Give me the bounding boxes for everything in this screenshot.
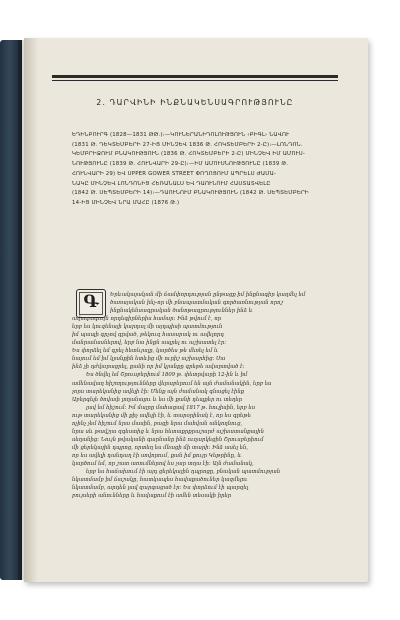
body-line: Ես ծնվել եմ Շրուսբերիում 1809 թ. փետրվարի 12-ին և իմ <box>86 372 248 379</box>
body-line: նրա սև թավշյա զգեստից և նրա հետաքրքրաշարժ աշխատանքային <box>72 428 264 435</box>
body-line: իմ պապի գրչով գրված, թեկուզ հասարակ ու ավելորդ <box>72 332 225 339</box>
body-line: ութ տարեկանից մի քիչ ավելի էի, և տարօրինակ է, որ ես գրեթե <box>72 412 251 419</box>
body-line: ինքնակենսագրական ծանոթագրություններ ինձ և <box>110 308 253 315</box>
summary-line: ՆՈՒԹՅՈՒՆԸ (1839 Թ. ՀՈՒՆՎԱՐԻ 29-Ը)։—ԻՄ ԱՄՈՒՍՆՈՒԹՅՈՒՆԸ (1839 Թ. <box>72 161 289 168</box>
body-line: ոչինչ չեմ հիշում նրա մասին, բացի նրա մահվան անկողնուց, <box>72 420 243 427</box>
body-line: մանրամասներով, երբ նա ինքն ապրել ու աշխատել էր։ <box>72 340 227 347</box>
body-line: լավ եմ հիշում։ Իմ մայրը մահացավ 1817 թ. հուլիսին, երբ ես <box>86 404 256 411</box>
body-line: մի ցերեկային դպրոց, որտեղ ես մնացի մի տարի։ Ինձ ասել են, <box>72 444 249 451</box>
summary-line: (1842 Թ. ՍԵՊՏԵՄԲԵՐԻ 14)։—ԴԱՈՒՆՈՒՄ ԲՆԱԿՈՒԹՅՈՒՆ (1842 Թ. ՍԵՊՏԵՄԲԵՐԻ <box>72 190 309 197</box>
body-line: ամենավաղ հիշողությունները վերաբերում են այն ժամանակին, երբ ես <box>72 380 272 387</box>
body-line: նկատմամբ, արդեն լավ զարգացած էր։ Ես փորձում էի պարզել <box>72 485 249 492</box>
chapter-title: 2. ԴԱՐՎԻՆԻ ԻՆՔՆԱԿԵՆՍԱԳՐՈՒԹՅՈՒՆԸ <box>96 98 294 107</box>
body-line: նկատմամբ իմ ճաշակը, հատկապես հավաքածուներ կազմելու <box>72 477 248 484</box>
header-rule-thick <box>52 75 338 78</box>
chapter-summary <box>72 131 320 209</box>
body-line: սեղանից։ Նույն թվականի գարնանը ինձ ուղարկեցին Շրուսբերիում <box>72 436 264 443</box>
body-line: Երևակայական մի ճամփորդության ընթացք իմ ինքնագիր կազմել եմ <box>110 292 306 298</box>
chapter-body-text <box>72 291 364 500</box>
body-line: նայում եմ իմ կյանքին ետևից մի ուրիշ աշխարհից։ Սա <box>72 356 226 363</box>
body-line: ավագագույն որդեգիրներիս համար։ Ինձ թվում է, որ <box>72 316 222 323</box>
book-page <box>24 38 368 582</box>
summary-line: ՀՈՒՆՎԱՐԻ 29) ԵՎ UPPER GOWER STREET ՓՈՂՈՑՈՒՄ ԱՊՐԵԼՍ ԺԱՄԱ- <box>72 170 277 177</box>
body-line: երբ ես կուզենայի կարդալ մի այդպիսի պատմություն <box>72 324 223 331</box>
header-rule-thin <box>52 80 338 81</box>
body-line: չորս տարեկանից ավելի էի։ Մենք այն ժամանակ գնացել էինք <box>72 388 245 395</box>
summary-line: ԵԴԻՆԲՈՒՐԳ (1828—1831 ԹԹ.)։—ԿՈՒՆԵՐԱՆԻԴՈԼՈՒԹՅՈՒՆ ‹ԲԻԳԼ› ՆԱՎՈՒ <box>72 132 290 138</box>
body-line: Աբերգելե ծովափ լողանալու և ես մի քանի դեպքեր ու տեղեր <box>72 396 243 403</box>
body-line: ծառայական ինչ-որ մի բնապատմական գործառնության որոշ <box>110 300 284 307</box>
body-line: որ ես ավելի դանդաղ էի սովորում, քան իմ քույր Կեթրինը, և <box>72 452 242 459</box>
body-line: կարծում եմ, որ շատ առումներով ես չար տղա էի։ Այն ժամանակ, <box>72 460 254 467</box>
body-line: երբ ես հաճախում էի այդ ցերեկային դպրոցը, բնական պատմության <box>86 469 281 476</box>
body-line: Ես փորձել եմ գրել հետևյալը, կարծես թե մեռել եմ և <box>72 348 219 355</box>
page-gutter-shadow <box>24 38 38 582</box>
summary-line: 14-ԻՑ ՄԻՆՉԵՎ ՆՐԱ ՄԱՀԸ (1876 Թ.) <box>72 199 180 206</box>
body-line: ինձ չի դժվարացրել, քանի որ իմ կյանքը գրեթե ավարտված է։ <box>72 364 245 371</box>
summary-line: ԿԵՄԲՐԻՋՈՒՄ ԲՆԱԿՈՒԹՅՈՒՆ (1836 Թ. ՀՈԿՏԵՄԲԵՐԻ 2-Ը) ՄԻՆՉԵՎ ԻՄ ԱՄՈՒՍ- <box>72 151 306 158</box>
summary-line: (1831 Թ. ԴԵԿՏԵՄԲԵՐԻ 27-ԻՑ ՄԻՆՉԵՎ 1836 Թ. ՀՈԿՏԵՄԲԵՐԻ 2-Ը)։—ԼՈՆԴՈՆ. <box>72 141 303 148</box>
drop-cap-letter: Գ <box>83 292 99 312</box>
summary-line: ՆԱԿԸ ՄԻՆՉԵՎ ԼՈՆԴՈՆԻՑ ՀԵՌԱՆԱԼՍ ԵՎ ԴԱՈՒՆՈՒՄ ՀԱՍՏԱՏՎԵԼԸ <box>72 180 271 187</box>
body-line: բույսերի անունները և հավաքում էի ամեն տեսակի իրեր <box>72 493 232 500</box>
